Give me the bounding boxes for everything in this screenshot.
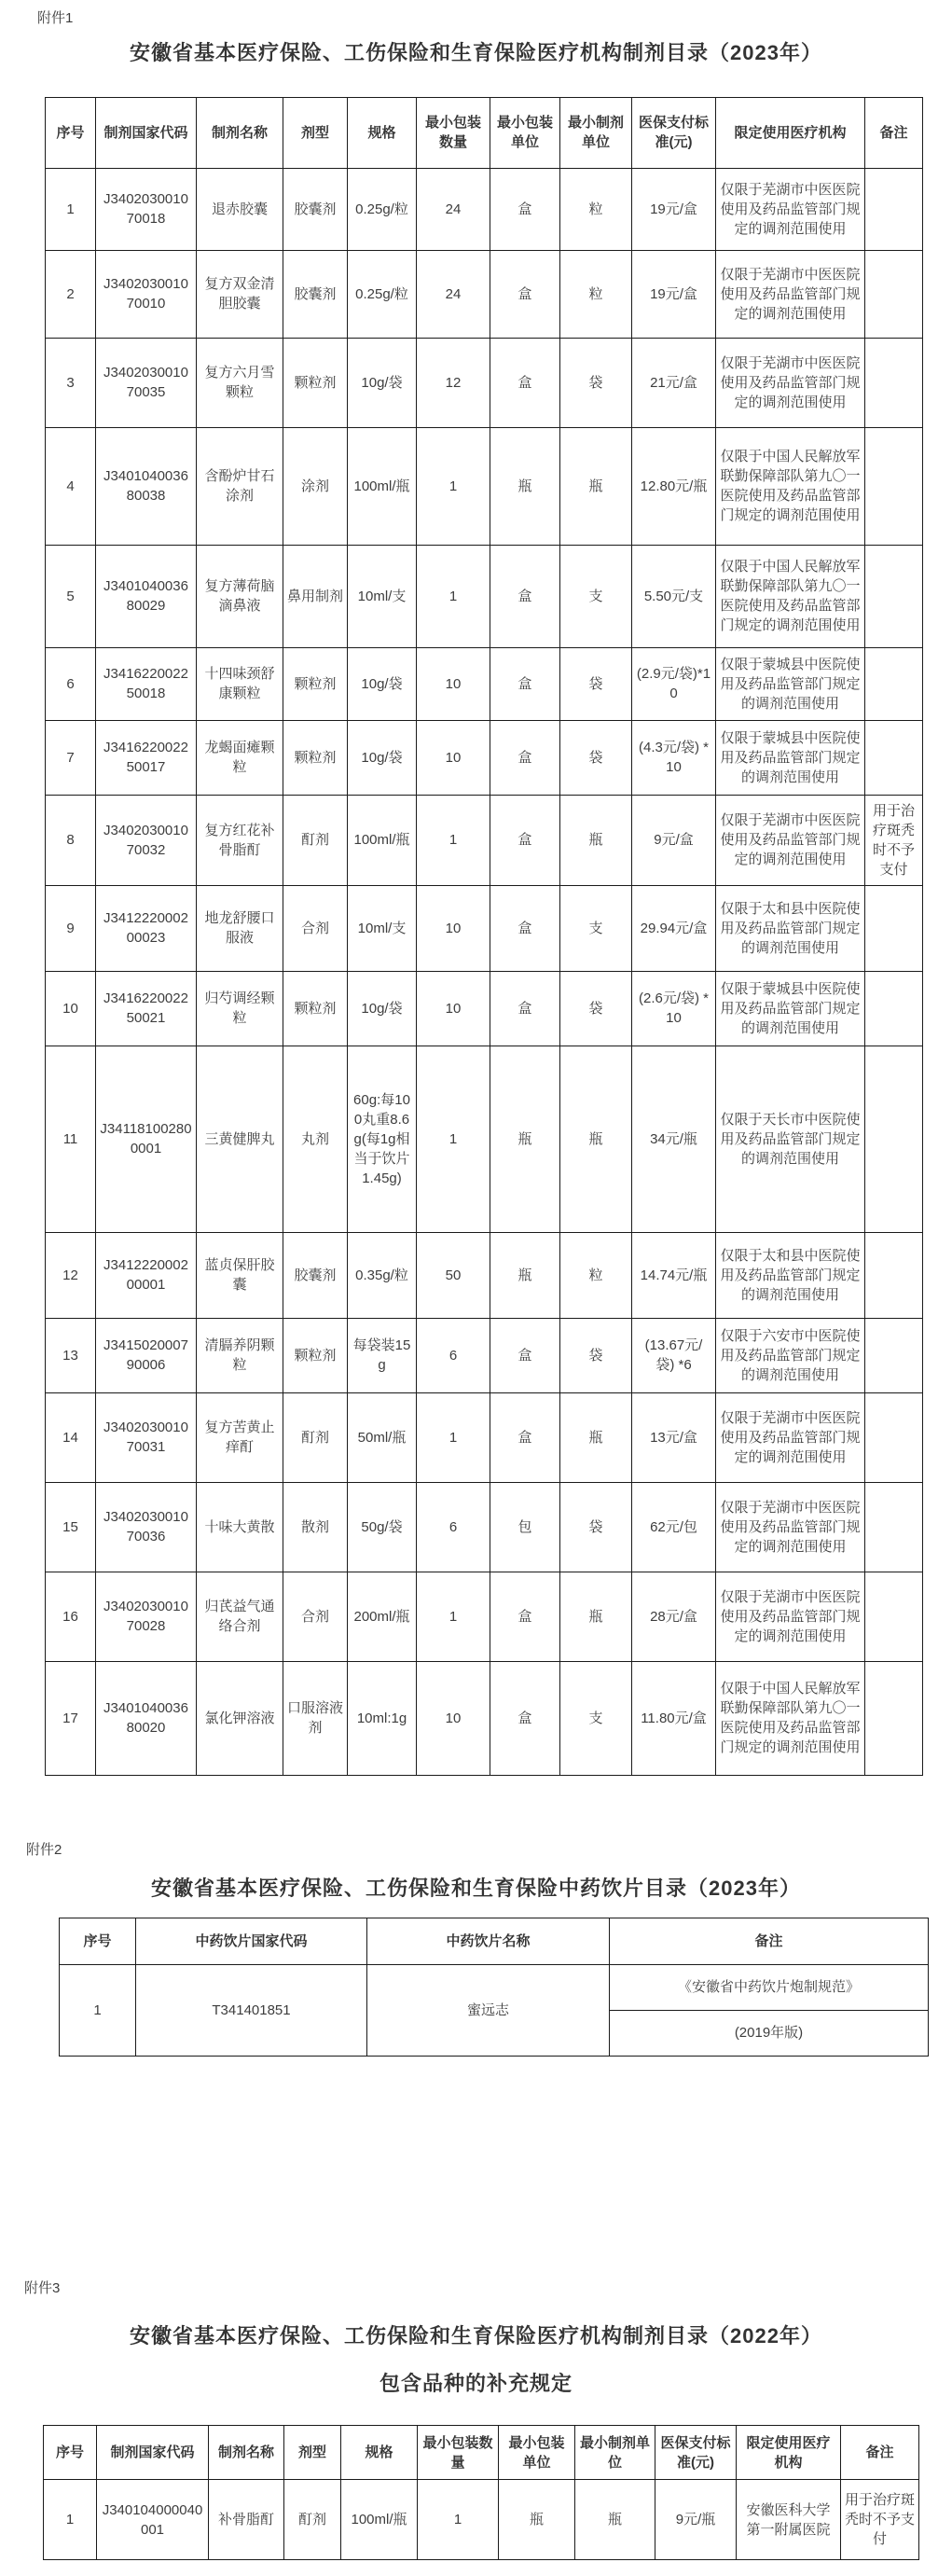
- header-cell: 医保支付标准(元): [655, 2426, 737, 2480]
- cell-payment-standard: 9元/瓶: [655, 2480, 737, 2560]
- table-row: [46, 885, 923, 971]
- cell-dosage-form: 丸剂: [283, 1046, 348, 1232]
- cell-national-code: J341622002250017: [96, 720, 197, 795]
- cell-national-code: J340203001070010: [96, 250, 197, 338]
- cell-preparation-name: 复方双金清胆胶囊: [197, 250, 283, 338]
- cell-preparation-name: 归芍调经颗粒: [197, 971, 283, 1046]
- cell-min-package-unit: 盒: [490, 971, 560, 1046]
- cell-national-code: J341502000790006: [96, 1318, 197, 1392]
- cell-spec: 每袋装15g: [348, 1318, 417, 1392]
- cell-min-package-qty: 1: [417, 1572, 490, 1661]
- table-row: [46, 795, 923, 885]
- header-cell: 规格: [341, 2426, 418, 2480]
- cell-preparation-name: 三黄健脾丸: [197, 1046, 283, 1232]
- cell-dosage-form: 鼻用制剂: [283, 545, 348, 647]
- cell-min-preparation-unit: 瓶: [560, 427, 632, 545]
- cell-restricted-institution: 安徽医科大学第一附属医院: [737, 2480, 841, 2560]
- cell-national-code: J340203001070032: [96, 795, 197, 885]
- cell-restricted-institution: 仅限于芜湖市中医医院使用及药品监管部门规定的调剂范围使用: [716, 1572, 865, 1661]
- table-row: [46, 720, 923, 795]
- header-cell: 备注: [841, 2426, 919, 2480]
- header-cell: 备注: [610, 1918, 929, 1964]
- cell-payment-standard: 11.80元/盒: [632, 1661, 716, 1775]
- cell-remark: [865, 1572, 923, 1661]
- table-row: [46, 1318, 923, 1392]
- cell-min-package-unit: 盒: [490, 1661, 560, 1775]
- cell-min-preparation-unit: 粒: [560, 1232, 632, 1318]
- attachment1-title: 安徽省基本医疗保险、工伤保险和生育保险医疗机构制剂目录（2023年）: [130, 41, 822, 64]
- cell-restricted-institution: 仅限于中国人民解放军联勤保障部队第九〇一医院使用及药品监管部门规定的调剂范围使用: [716, 427, 865, 545]
- cell-seq: 3: [46, 338, 96, 427]
- cell-min-preparation-unit: 袋: [560, 720, 632, 795]
- attachment1-label: 附件1: [37, 10, 74, 26]
- cell-seq: 11: [46, 1046, 96, 1232]
- cell-preparation-name: 复方薄荷脑滴鼻液: [197, 545, 283, 647]
- cell-preparation-name: 退赤胶囊: [197, 168, 283, 250]
- cell-spec: 10g/袋: [348, 647, 417, 720]
- table-row: [46, 647, 923, 720]
- cell-dosage-form: 胶囊剂: [283, 1232, 348, 1318]
- header-cell: 最小制剂单位: [560, 97, 632, 168]
- cell-min-package-qty: 10: [417, 1661, 490, 1775]
- cell-preparation-name: 氯化钾溶液: [197, 1661, 283, 1775]
- cell-seq: 13: [46, 1318, 96, 1392]
- cell-payment-standard: (2.6元/袋) *10: [632, 971, 716, 1046]
- cell-restricted-institution: 仅限于芜湖市中医医院使用及药品监管部门规定的调剂范围使用: [716, 1392, 865, 1482]
- attachment2-section: [0, 1839, 952, 2057]
- cell-national-code: J340104000040001: [97, 2480, 209, 2560]
- cell-national-code: J340104003680038: [96, 427, 197, 545]
- table-row: [46, 1232, 923, 1318]
- cell-preparation-name: 复方红花补骨脂酊: [197, 795, 283, 885]
- cell-remark: [865, 1318, 923, 1392]
- cell-payment-standard: 29.94元/盒: [632, 885, 716, 971]
- attachment3-label: 附件3: [24, 2280, 61, 2296]
- cell-payment-standard: 21元/盒: [632, 338, 716, 427]
- table-row: [46, 1046, 923, 1232]
- table-row: [60, 1964, 929, 2010]
- cell-national-code: T341401851: [136, 1964, 367, 2056]
- cell-seq: 15: [46, 1482, 96, 1572]
- cell-restricted-institution: 仅限于六安市中医院使用及药品监管部门规定的调剂范围使用: [716, 1318, 865, 1392]
- table-row: [46, 338, 923, 427]
- cell-min-package-qty: 6: [417, 1318, 490, 1392]
- cell-min-preparation-unit: 袋: [560, 338, 632, 427]
- cell-payment-standard: 28元/盒: [632, 1572, 716, 1661]
- cell-min-package-qty: 10: [417, 885, 490, 971]
- cell-min-package-unit: 瓶: [499, 2480, 575, 2560]
- header-cell: 最小制剂单位: [575, 2426, 655, 2480]
- table-row: [46, 545, 923, 647]
- cell-restricted-institution: 仅限于蒙城县中医院使用及药品监管部门规定的调剂范围使用: [716, 720, 865, 795]
- cell-seq: 6: [46, 647, 96, 720]
- cell-spec: 0.25g/粒: [348, 168, 417, 250]
- cell-national-code: J340104003680020: [96, 1661, 197, 1775]
- attachment1-table-body: [46, 168, 923, 1775]
- cell-seq: 5: [46, 545, 96, 647]
- cell-min-package-qty: 1: [417, 1392, 490, 1482]
- cell-dosage-form: 颗粒剂: [283, 647, 348, 720]
- attachment1-section: [0, 6, 952, 1776]
- cell-payment-standard: 62元/包: [632, 1482, 716, 1572]
- table-row: [46, 250, 923, 338]
- cell-seq: 10: [46, 971, 96, 1046]
- cell-restricted-institution: 仅限于天长市中医院使用及药品监管部门规定的调剂范围使用: [716, 1046, 865, 1232]
- cell-remark: [865, 1046, 923, 1232]
- cell-national-code: J341222000200001: [96, 1232, 197, 1318]
- header-cell: 医保支付标准(元): [632, 97, 716, 168]
- cell-payment-standard: 12.80元/瓶: [632, 427, 716, 545]
- header-cell: 制剂名称: [209, 2426, 284, 2480]
- cell-min-preparation-unit: 袋: [560, 647, 632, 720]
- cell-national-code: J341181002800001: [96, 1046, 197, 1232]
- cell-preparation-name: 龙蝎面瘫颗粒: [197, 720, 283, 795]
- cell-min-preparation-unit: 粒: [560, 168, 632, 250]
- cell-restricted-institution: 仅限于中国人民解放军联勤保障部队第九〇一医院使用及药品监管部门规定的调剂范围使用: [716, 545, 865, 647]
- cell-seq: 14: [46, 1392, 96, 1482]
- cell-min-package-unit: 盒: [490, 885, 560, 971]
- cell-preparation-name: 地龙舒腰口服液: [197, 885, 283, 971]
- attachment2-label: 附件2: [26, 1842, 62, 1858]
- header-cell: 中药饮片名称: [367, 1918, 610, 1964]
- cell-remark: 用于治疗斑秃时不予支付: [865, 795, 923, 885]
- cell-dosage-form: 颗粒剂: [283, 720, 348, 795]
- header-cell: 制剂国家代码: [97, 2426, 209, 2480]
- attachment3-table: [43, 2425, 919, 2560]
- header-cell: 最小包装单位: [490, 97, 560, 168]
- cell-national-code: J340203001070036: [96, 1482, 197, 1572]
- cell-min-preparation-unit: 粒: [560, 250, 632, 338]
- table-row: [46, 1482, 923, 1572]
- cell-payment-standard: 13元/盒: [632, 1392, 716, 1482]
- header-cell: 序号: [44, 2426, 97, 2480]
- cell-dosage-form: 合剂: [283, 1572, 348, 1661]
- header-cell: 最小包装数量: [417, 97, 490, 168]
- attachment2-table: [59, 1918, 929, 2057]
- cell-national-code: J340203001070031: [96, 1392, 197, 1482]
- cell-preparation-name: 补骨脂酊: [209, 2480, 284, 2560]
- cell-min-package-qty: 10: [417, 971, 490, 1046]
- cell-spec: 10g/袋: [348, 338, 417, 427]
- cell-preparation-name: 复方六月雪颗粒: [197, 338, 283, 427]
- cell-seq: 17: [46, 1661, 96, 1775]
- cell-restricted-institution: 仅限于芜湖市中医医院使用及药品监管部门规定的调剂范围使用: [716, 338, 865, 427]
- attachment1-header-row: [46, 97, 923, 168]
- header-cell: 剂型: [284, 2426, 341, 2480]
- cell-min-package-qty: 24: [417, 250, 490, 338]
- cell-preparation-name: 含酚炉甘石涂剂: [197, 427, 283, 545]
- cell-payment-standard: 9元/盒: [632, 795, 716, 885]
- table-row: [44, 2480, 919, 2560]
- cell-spec: 10ml/支: [348, 545, 417, 647]
- cell-payment-standard: (2.9元/袋)*10: [632, 647, 716, 720]
- cell-spec: 0.25g/粒: [348, 250, 417, 338]
- cell-national-code: J341222000200023: [96, 885, 197, 971]
- cell-min-package-qty: 1: [417, 545, 490, 647]
- cell-spec: 10g/袋: [348, 720, 417, 795]
- header-cell: 中药饮片国家代码: [136, 1918, 367, 1964]
- cell-min-package-qty: 1: [417, 1046, 490, 1232]
- cell-min-package-qty: 1: [418, 2480, 499, 2560]
- cell-restricted-institution: 仅限于蒙城县中医院使用及药品监管部门规定的调剂范围使用: [716, 647, 865, 720]
- cell-min-package-unit: 瓶: [490, 1046, 560, 1232]
- header-cell: 序号: [46, 97, 96, 168]
- cell-min-package-qty: 6: [417, 1482, 490, 1572]
- cell-spec: 10ml/支: [348, 885, 417, 971]
- cell-min-package-unit: 盒: [490, 1572, 560, 1661]
- cell-national-code: J340104003680029: [96, 545, 197, 647]
- cell-dosage-form: 颗粒剂: [283, 971, 348, 1046]
- attachment1-table: [45, 97, 923, 1776]
- cell-dosage-form: 胶囊剂: [283, 168, 348, 250]
- cell-restricted-institution: 仅限于芜湖市中医医院使用及药品监管部门规定的调剂范围使用: [716, 795, 865, 885]
- cell-min-package-qty: 1: [417, 795, 490, 885]
- cell-preparation-name: 归芪益气通络合剂: [197, 1572, 283, 1661]
- attachment3-header-row: [44, 2426, 919, 2480]
- cell-min-package-unit: 盒: [490, 720, 560, 795]
- cell-remark: [865, 545, 923, 647]
- header-cell: 剂型: [283, 97, 348, 168]
- cell-min-package-unit: 盒: [490, 647, 560, 720]
- header-cell: 最小包装数量: [418, 2426, 499, 2480]
- cell-min-package-unit: 盒: [490, 250, 560, 338]
- cell-dosage-form: 涂剂: [283, 427, 348, 545]
- cell-seq: 2: [46, 250, 96, 338]
- cell-payment-standard: (13.67元/袋) *6: [632, 1318, 716, 1392]
- header-cell: 制剂国家代码: [96, 97, 197, 168]
- table-row: [46, 1661, 923, 1775]
- cell-spec: 10ml:1g: [348, 1661, 417, 1775]
- cell-payment-standard: 5.50元/支: [632, 545, 716, 647]
- cell-seq: 7: [46, 720, 96, 795]
- cell-remark: [865, 647, 923, 720]
- cell-preparation-name: 十味大黄散: [197, 1482, 283, 1572]
- cell-remark: [865, 427, 923, 545]
- cell-min-package-qty: 10: [417, 720, 490, 795]
- cell-payment-standard: 19元/盒: [632, 250, 716, 338]
- cell-spec: 100ml/瓶: [348, 427, 417, 545]
- cell-min-preparation-unit: 瓶: [560, 1392, 632, 1482]
- cell-dosage-form: 酊剂: [283, 1392, 348, 1482]
- attachment3-table-body: [44, 2480, 919, 2560]
- cell-dosage-form: 合剂: [283, 885, 348, 971]
- cell-min-preparation-unit: 瓶: [560, 795, 632, 885]
- cell-seq: 1: [44, 2480, 97, 2560]
- cell-remark: [865, 1661, 923, 1775]
- cell-seq: 1: [60, 1964, 136, 2056]
- cell-seq: 9: [46, 885, 96, 971]
- cell-remark: [865, 1392, 923, 1482]
- cell-min-package-unit: 盒: [490, 795, 560, 885]
- cell-restricted-institution: 仅限于蒙城县中医院使用及药品监管部门规定的调剂范围使用: [716, 971, 865, 1046]
- cell-remark: [865, 338, 923, 427]
- attachment2-table-head: [60, 1918, 929, 1964]
- cell-dosage-form: 颗粒剂: [283, 1318, 348, 1392]
- cell-restricted-institution: 仅限于芜湖市中医医院使用及药品监管部门规定的调剂范围使用: [716, 1482, 865, 1572]
- cell-dosage-form: 胶囊剂: [283, 250, 348, 338]
- cell-spec: 10g/袋: [348, 971, 417, 1046]
- cell-preparation-name: 复方苦黄止痒酊: [197, 1392, 283, 1482]
- cell-min-package-unit: 盒: [490, 1392, 560, 1482]
- table-row: [46, 168, 923, 250]
- cell-seq: 12: [46, 1232, 96, 1318]
- cell-remark: 用于治疗斑秃时不予支付: [841, 2480, 919, 2560]
- cell-national-code: J341622002250021: [96, 971, 197, 1046]
- cell-payment-standard: 14.74元/瓶: [632, 1232, 716, 1318]
- cell-min-package-unit: 瓶: [490, 427, 560, 545]
- table-row: [46, 427, 923, 545]
- cell-min-preparation-unit: 袋: [560, 971, 632, 1046]
- cell-dosage-form: 颗粒剂: [283, 338, 348, 427]
- cell-remark: [865, 971, 923, 1046]
- cell-preparation-name: 蓝贞保肝胶囊: [197, 1232, 283, 1318]
- cell-national-code: J340203001070028: [96, 1572, 197, 1661]
- table-row: [46, 1572, 923, 1661]
- cell-spec: 50g/袋: [348, 1482, 417, 1572]
- cell-min-preparation-unit: 支: [560, 885, 632, 971]
- table-row: [46, 971, 923, 1046]
- cell-remark: [865, 720, 923, 795]
- cell-seq: 16: [46, 1572, 96, 1661]
- cell-dosage-form: 酊剂: [283, 795, 348, 885]
- cell-min-package-unit: 瓶: [490, 1232, 560, 1318]
- cell-payment-standard: 34元/瓶: [632, 1046, 716, 1232]
- cell-restricted-institution: 仅限于太和县中医院使用及药品监管部门规定的调剂范围使用: [716, 885, 865, 971]
- cell-min-package-unit: 盒: [490, 168, 560, 250]
- cell-spec: 50ml/瓶: [348, 1392, 417, 1482]
- cell-remark: [865, 1482, 923, 1572]
- cell-remark-top: 《安徽省中药饮片炮制规范》: [610, 1964, 929, 2010]
- cell-spec: 60g:每100丸重8.6g(每1g相当于饮片1.45g): [348, 1046, 417, 1232]
- cell-spec: 100ml/瓶: [348, 795, 417, 885]
- cell-spec: 0.35g/粒: [348, 1232, 417, 1318]
- cell-min-package-qty: 24: [417, 168, 490, 250]
- cell-min-preparation-unit: 袋: [560, 1318, 632, 1392]
- attachment2-header-row: [60, 1918, 929, 1964]
- attachment3-title-line2: 包含品种的补充规定: [379, 2371, 573, 2395]
- header-cell: 最小包装单位: [499, 2426, 575, 2480]
- attachment3-section: [0, 2278, 952, 2560]
- cell-min-preparation-unit: 支: [560, 545, 632, 647]
- cell-national-code: J340203001070018: [96, 168, 197, 250]
- cell-restricted-institution: 仅限于芜湖市中医医院使用及药品监管部门规定的调剂范围使用: [716, 168, 865, 250]
- cell-min-preparation-unit: 瓶: [560, 1572, 632, 1661]
- cell-national-code: J340203001070035: [96, 338, 197, 427]
- cell-min-package-unit: 包: [490, 1482, 560, 1572]
- header-cell: 备注: [865, 97, 923, 168]
- cell-dosage-form: 口服溶液剂: [283, 1661, 348, 1775]
- header-cell: 规格: [348, 97, 417, 168]
- cell-min-preparation-unit: 袋: [560, 1482, 632, 1572]
- cell-spec: 100ml/瓶: [341, 2480, 418, 2560]
- cell-national-code: J341622002250018: [96, 647, 197, 720]
- attachment2-title: 安徽省基本医疗保险、工伤保险和生育保险中药饮片目录（2023年）: [151, 1877, 801, 1900]
- cell-min-preparation-unit: 瓶: [560, 1046, 632, 1232]
- header-cell: 制剂名称: [197, 97, 283, 168]
- cell-remark: [865, 885, 923, 971]
- cell-dosage-form: 酊剂: [284, 2480, 341, 2560]
- header-cell: 限定使用医疗机构: [716, 97, 865, 168]
- cell-seq: 8: [46, 795, 96, 885]
- cell-dosage-form: 散剂: [283, 1482, 348, 1572]
- cell-spec: 200ml/瓶: [348, 1572, 417, 1661]
- cell-seq: 4: [46, 427, 96, 545]
- header-cell: 序号: [60, 1918, 136, 1964]
- cell-payment-standard: (4.3元/袋) *10: [632, 720, 716, 795]
- cell-min-package-qty: 12: [417, 338, 490, 427]
- attachment1-table-head: [46, 97, 923, 168]
- header-cell: 限定使用医疗机构: [737, 2426, 841, 2480]
- cell-min-preparation-unit: 瓶: [575, 2480, 655, 2560]
- cell-min-package-unit: 盒: [490, 338, 560, 427]
- cell-payment-standard: 19元/盒: [632, 168, 716, 250]
- cell-min-package-qty: 1: [417, 427, 490, 545]
- cell-restricted-institution: 仅限于芜湖市中医医院使用及药品监管部门规定的调剂范围使用: [716, 250, 865, 338]
- cell-herb-name: 蜜远志: [367, 1964, 610, 2056]
- cell-remark: [865, 250, 923, 338]
- cell-remark: [865, 1232, 923, 1318]
- cell-restricted-institution: 仅限于太和县中医院使用及药品监管部门规定的调剂范围使用: [716, 1232, 865, 1318]
- cell-restricted-institution: 仅限于中国人民解放军联勤保障部队第九〇一医院使用及药品监管部门规定的调剂范围使用: [716, 1661, 865, 1775]
- cell-min-preparation-unit: 支: [560, 1661, 632, 1775]
- cell-min-package-unit: 盒: [490, 545, 560, 647]
- cell-preparation-name: 十四味颈舒康颗粒: [197, 647, 283, 720]
- cell-min-package-qty: 50: [417, 1232, 490, 1318]
- cell-min-package-qty: 10: [417, 647, 490, 720]
- attachment3-table-head: [44, 2426, 919, 2480]
- cell-remark-bottom: (2019年版): [610, 2010, 929, 2056]
- table-row: [46, 1392, 923, 1482]
- cell-min-package-unit: 盒: [490, 1318, 560, 1392]
- attachment2-table-body: [60, 1964, 929, 2056]
- attachment3-title-line1: 安徽省基本医疗保险、工伤保险和生育保险医疗机构制剂目录（2022年）: [130, 2324, 822, 2347]
- cell-seq: 1: [46, 168, 96, 250]
- cell-remark: [865, 168, 923, 250]
- cell-preparation-name: 清膈养阴颗粒: [197, 1318, 283, 1392]
